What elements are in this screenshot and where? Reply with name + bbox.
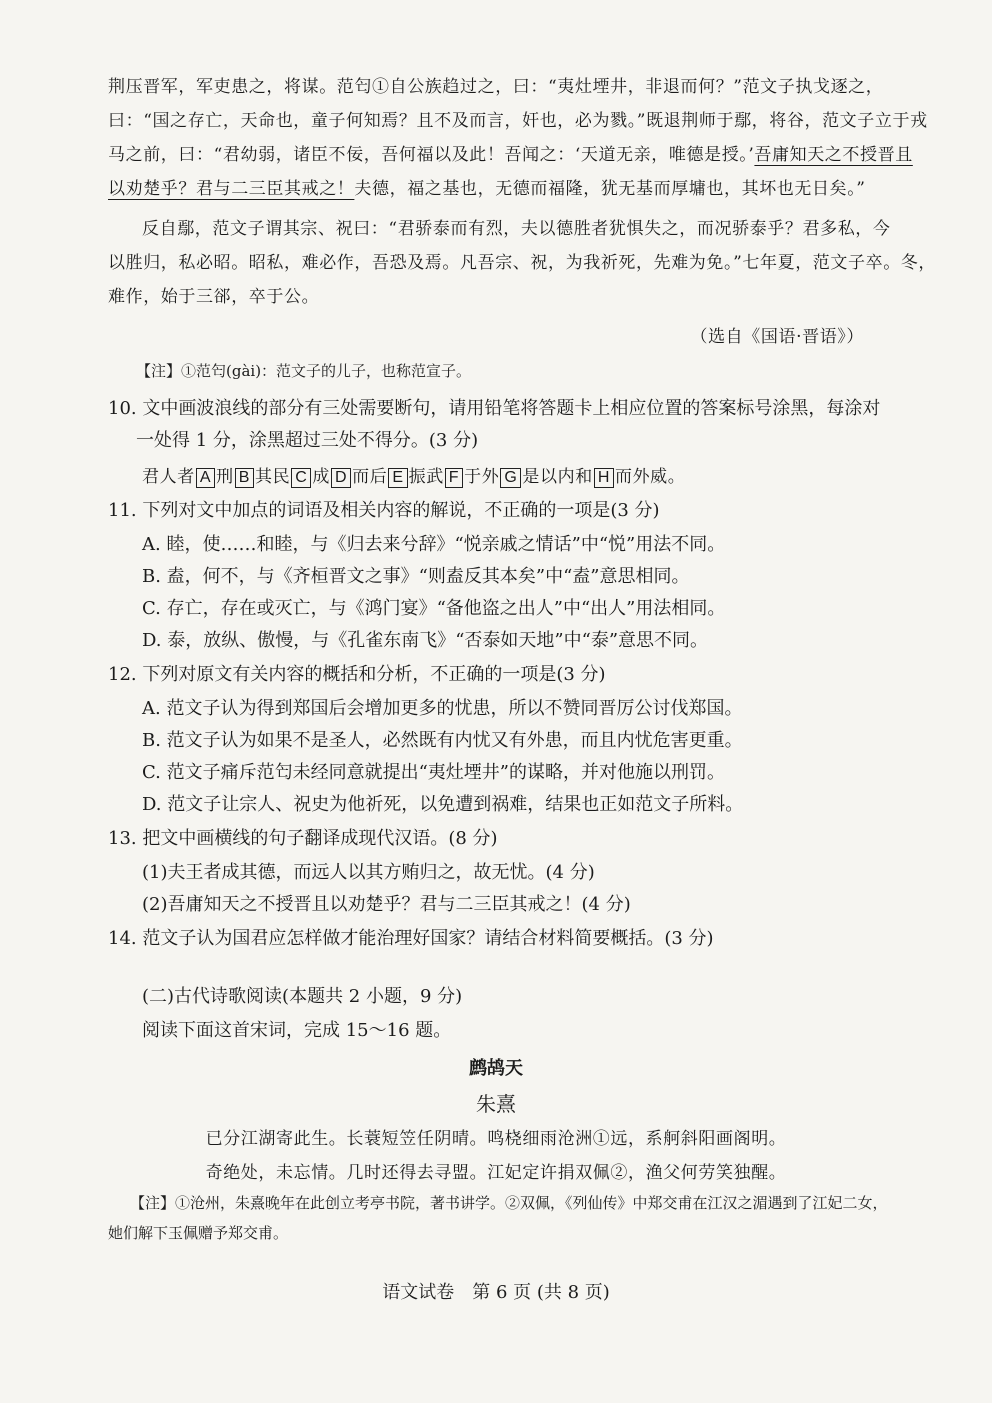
passage-para2-line-3: 难作，始于三郤，卒于公。 xyxy=(108,287,320,307)
q12-stem: 12. 下列对原文有关内容的概括和分析，不正确的一项是(3 分) xyxy=(108,664,606,685)
poem-note-1: 【注】①沧州，朱熹晚年在此创立考亭书院，著书讲学。②双佩，《列仙传》中郑交甫在江汉之湄遇到了江妃二女， xyxy=(130,1194,888,1212)
q12-option-c: C. 范文子痛斥范匄未经同意就提出“夷灶堙井”的谋略，并对他施以刑罚。 xyxy=(142,762,725,783)
q14-stem: 14. 范文子认为国君应怎样做才能治理好国家？请结合材料简要概括。(3 分) xyxy=(108,928,714,949)
passage-note: 【注】①范匄(gài)：范文子的儿子，也称范宣子。 xyxy=(136,362,472,380)
poem-line-2: 奇绝处，未忘情。几时还得去寻盟。江妃定许捐双佩②，渔父何劳笑独醒。 xyxy=(205,1163,787,1183)
q11-option-b: B. 盍，何不，与《齐桓晋文之事》“则盍反其本矣”中“盍”意思相同。 xyxy=(142,566,690,587)
q10-box-d: D xyxy=(331,468,351,488)
q10-line-2: 一处得 1 分，涂黑超过三处不得分。(3 分) xyxy=(136,430,479,451)
poetry-section-title: (二)古代诗歌阅读(本题共 2 小题，9 分) xyxy=(142,986,463,1007)
q10-seg: 振武 xyxy=(408,467,444,487)
q10-line-1: 10. 文中画波浪线的部分有三处需要断句，请用铅笔将答题卡上相应位置的答案标号涂黑，每涂对 xyxy=(108,398,881,419)
poem-author: 朱熹 xyxy=(476,1092,516,1116)
q10-sentence xyxy=(142,462,685,488)
passage-line-3 xyxy=(108,140,913,165)
poem-title: 鹧鸪天 xyxy=(469,1058,523,1079)
q13-item-2: (2)吾庸知天之不授晋且以劝楚乎？君与二三臣其戒之！(4 分) xyxy=(142,894,631,915)
q10-seg: 成 xyxy=(312,467,330,487)
page-footer: 语文试卷 第 6 页 (共 8 页) xyxy=(382,1282,610,1303)
q10-box-g: G xyxy=(500,468,521,488)
q13-item-1: (1)夫王者成其德，而远人以其方贿归之，故无忧。(4 分) xyxy=(142,862,595,883)
q10-seg: 其民 xyxy=(254,467,291,487)
q10-box-f: F xyxy=(445,468,463,488)
q12-option-d: D. 范文子让宗人、祝史为他祈死，以免遭到祸难，结果也正如范文子所料。 xyxy=(142,794,744,815)
passage-line-1: 荆压晋军，军吏患之，将谋。范匄①自公族趋过之，曰：“夷灶堙井，非退而何？”范文子执戈逐之， xyxy=(108,77,884,97)
q10-box-b: B xyxy=(235,468,254,488)
translate-underline-1: 吾庸知天之不授晋且 xyxy=(754,145,913,165)
q10-seg: 于外 xyxy=(464,467,500,487)
passage-para2-line-2: 以胜归，私必昭。昭私，难必作，吾恐及焉。凡吾宗、祝，为我祈死，先难为免。”七年夏，范文子卒。冬， xyxy=(108,253,936,273)
passage-line-4 xyxy=(108,174,866,199)
q10-box-h: H xyxy=(594,468,614,488)
q10-box-e: E xyxy=(388,468,407,488)
poem-note-2: 她们解下玉佩赠予郑交甫。 xyxy=(108,1224,289,1242)
passage-line-4-text: 夫德，福之基也，无德而福隆，犹无基而厚墉也，其坏也无日矣。” xyxy=(354,179,866,199)
poem-line-1: 已分江湖寄此生。长蓑短笠任阴晴。鸣桡细雨沧洲①远，系舸斜阳画阁明。 xyxy=(205,1129,787,1149)
q11-option-d: D. 泰，放纵、傲慢，与《孔雀东南飞》“否泰如天地”中“泰”意思不同。 xyxy=(142,630,709,651)
passage-line-3-text: 马之前，曰：“君幼弱，诸臣不佞，吾何福以及此！吾闻之：‘天道无亲，唯德是授。’ xyxy=(108,145,755,165)
q11-option-c: C. 存亡，存在或灭亡，与《鸿门宴》“备他盗之出人”中“出人”用法相同。 xyxy=(142,598,726,619)
passage-line-2: 曰：“国之存亡，天命也，童子何知焉？且不及而言，奸也，必为戮。”既退荆师于鄢，将谷，范文子立于戎 xyxy=(108,111,928,131)
q11-option-a: A. 睦，使……和睦，与《归去来兮辞》“悦亲戚之情话”中“悦”用法不同。 xyxy=(142,534,726,555)
translate-underline-2: 以劝楚乎？君与二三臣其戒之！ xyxy=(108,179,355,199)
q13-stem: 13. 把文中画横线的句子翻译成现代汉语。(8 分) xyxy=(108,828,498,849)
q12-option-b: B. 范文子认为如果不是圣人，必然既有内忧又有外患，而且内忧危害更重。 xyxy=(142,730,743,751)
q10-seg: 刑 xyxy=(216,467,234,487)
q10-seg: 而外威。 xyxy=(614,467,686,487)
q12-option-a: A. 范文子认为得到郑国后会增加更多的忧患，所以不赞同晋厉公讨伐郑国。 xyxy=(142,698,743,719)
q10-box-c: C xyxy=(291,468,311,488)
q10-seg: 君人者 xyxy=(142,467,195,487)
q10-box-a: A xyxy=(196,468,215,488)
q11-stem: 11. 下列对文中加点的词语及相关内容的解说，不正确的一项是(3 分) xyxy=(108,500,660,521)
passage-para2-line-1: 反自鄢，范文子谓其宗、祝曰：“君骄泰而有烈，夫以德胜者犹惧失之，而况骄泰乎？君多私，今 xyxy=(142,219,891,239)
q10-seg: 而后 xyxy=(352,467,388,487)
passage-source: （选自《国语·晋语》） xyxy=(690,327,864,347)
q10-seg: 是以内和 xyxy=(522,467,593,487)
poetry-instruction: 阅读下面这首宋词，完成 15～16 题。 xyxy=(142,1020,452,1041)
